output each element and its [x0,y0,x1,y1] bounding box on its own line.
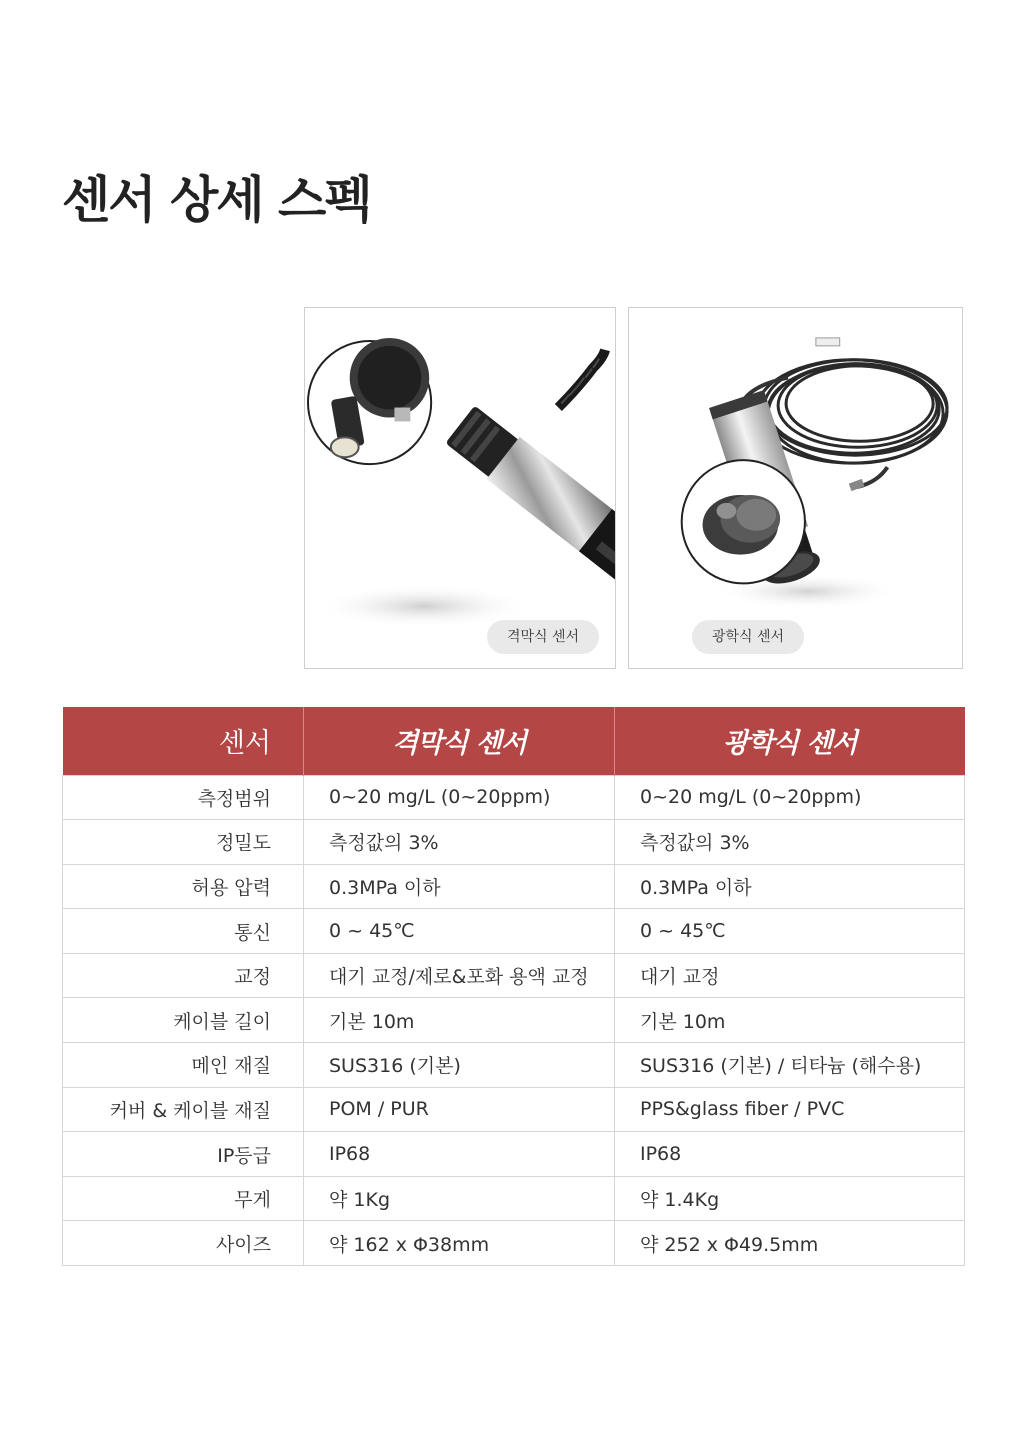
table-row [63,953,965,998]
header-label: 센서 [63,707,304,775]
product-card-membrane [304,307,616,669]
table-row [63,998,965,1043]
optical-value: IP68 [615,1132,965,1177]
membrane-value: 0.3MPa 이하 [304,864,615,909]
row-label: 통신 [63,909,304,954]
table-row [63,820,965,865]
row-label: 측정범위 [63,775,304,820]
product-label-optical: 광학식 센서 [692,620,804,654]
table-row [63,1176,965,1221]
table-row [63,775,965,820]
optical-value: 기본 10m [615,998,965,1043]
optical-sensor-image [629,308,962,668]
product-label-membrane: 격막식 센서 [487,620,599,654]
row-label: 교정 [63,953,304,998]
header-membrane: 격막식 센서 [304,707,615,775]
optical-value: SUS316 (기본) / 티타늄 (해수용) [615,1043,965,1088]
membrane-value: 0 ~ 45℃ [304,909,615,954]
membrane-value: 약 162 x Φ38mm [304,1221,615,1266]
row-label: 정밀도 [63,820,304,865]
optical-value: 약 252 x Φ49.5mm [615,1221,965,1266]
page-title: 센서 상세 스펙 [62,171,371,229]
optical-value: 0.3MPa 이하 [615,864,965,909]
optical-value: 0~20 mg/L (0~20ppm) [615,775,965,820]
optical-value: 약 1.4Kg [615,1176,965,1221]
table-row [63,1043,965,1088]
table-header-row [63,707,965,775]
spec-table [62,707,965,1266]
row-label: 사이즈 [63,1221,304,1266]
membrane-value: SUS316 (기본) [304,1043,615,1088]
table-row [63,909,965,954]
optical-value: PPS&glass fiber / PVC [615,1087,965,1132]
optical-value: 0 ~ 45℃ [615,909,965,954]
row-label: 케이블 길이 [63,998,304,1043]
membrane-value: 측정값의 3% [304,820,615,865]
membrane-value: 기본 10m [304,998,615,1043]
table-row [63,1221,965,1266]
optical-value: 대기 교정 [615,953,965,998]
table-row [63,864,965,909]
header-optical: 광학식 센서 [615,707,965,775]
membrane-value: IP68 [304,1132,615,1177]
membrane-value: 약 1Kg [304,1176,615,1221]
row-label: 메인 재질 [63,1043,304,1088]
product-card-optical [628,307,963,669]
membrane-value: 0~20 mg/L (0~20ppm) [304,775,615,820]
membrane-value: 대기 교정/제로&포화 용액 교정 [304,953,615,998]
table-row [63,1132,965,1177]
table-row [63,1087,965,1132]
row-label: 커버 & 케이블 재질 [63,1087,304,1132]
membrane-sensor-image [305,308,615,668]
optical-value: 측정값의 3% [615,820,965,865]
membrane-value: POM / PUR [304,1087,615,1132]
row-label: 무게 [63,1176,304,1221]
row-label: 허용 압력 [63,864,304,909]
row-label: IP등급 [63,1132,304,1177]
